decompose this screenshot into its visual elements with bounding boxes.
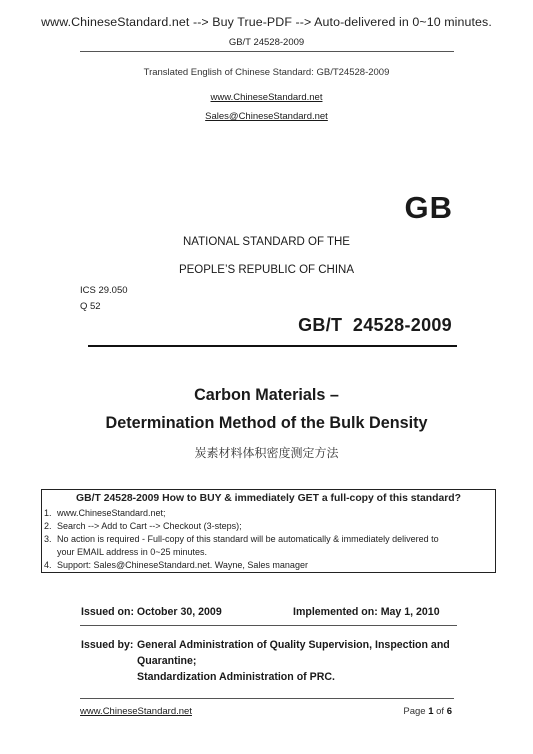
buy-step [44,533,439,546]
issued-on-date: Issued on: October 30, 2009 [81,606,222,618]
title-line1: Carbon Materials – [194,386,339,404]
standard-number-rule [88,345,457,347]
gb-logo: GB [404,190,453,225]
buy-step-number: 1. [44,508,52,518]
title-chinese: 炭素材料体积密度测定方法 [194,446,339,460]
buy-step [44,507,439,520]
buy-step-text: Search --> Add to Cart --> Checkout (3-steps); [57,521,242,531]
buy-step-number: 3. [44,534,52,544]
issuer-org1-line2: Quarantine; [137,655,197,667]
buy-step-continuation [44,546,439,559]
implemented-on-date: Implemented on: May 1, 2010 [293,606,440,618]
buy-step [44,520,439,533]
site-link-wrapper [0,87,533,105]
buy-step [44,559,439,572]
ics-code: ICS 29.050 [80,285,128,296]
buy-step-text[interactable]: www.ChineseStandard.net; [57,508,166,518]
footer-site-link[interactable]: www.ChineseStandard.net [80,706,192,717]
buy-steps-list [44,507,439,572]
translation-note: Translated English of Chinese Standard: GB/T24528-2009 [143,67,390,78]
classification-code: Q 52 [80,301,101,312]
national-standard-line2: PEOPLE’S REPUBLIC OF CHINA [178,264,355,276]
buy-step-number: 2. [44,521,52,531]
header-standard-code: GB/T 24528-2009 [228,37,305,48]
footer-divider [80,698,454,699]
issuer-org1-line1: General Administration of Quality Supervision, Inspection and [137,639,450,651]
header-divider [80,51,454,52]
buy-step-text: No action is required - Full-copy of this standard will be automatically & immediately delivered to [57,534,439,544]
page-of: of [433,706,447,717]
header-banner: www.ChineseStandard.net --> Buy True-PDF --> Auto-delivered in 0~10 minutes. [41,15,492,29]
buy-step-number: 4. [44,560,52,570]
email-link[interactable]: Sales@ChineseStandard.net [205,111,328,122]
issuer-org2: Standardization Administration of PRC. [137,671,335,683]
page-total: 6 [446,706,452,717]
page-indicator [403,706,452,717]
page-current: 1 [428,706,434,717]
issued-by-label: Issued by: [81,639,134,651]
buy-box-heading: GB/T 24528-2009 How to BUY & immediately GET a full-copy of this standard? [76,493,461,504]
dates-divider [80,625,457,626]
email-link-wrapper [0,106,533,124]
buy-step-text: Support: Sales@ChineseStandard.net. Wayne, Sales manager [57,560,308,570]
buy-info-box [41,489,496,573]
page-prefix: Page [403,706,429,717]
buy-step-text: your EMAIL address in 0~25 minutes. [57,547,207,557]
standard-number: GB/T 24528-2009 [298,315,452,335]
national-standard-line1: NATIONAL STANDARD OF THE [183,236,350,248]
title-line2: Determination Method of the Bulk Density [105,414,428,432]
site-link[interactable]: www.ChineseStandard.net [210,92,323,103]
